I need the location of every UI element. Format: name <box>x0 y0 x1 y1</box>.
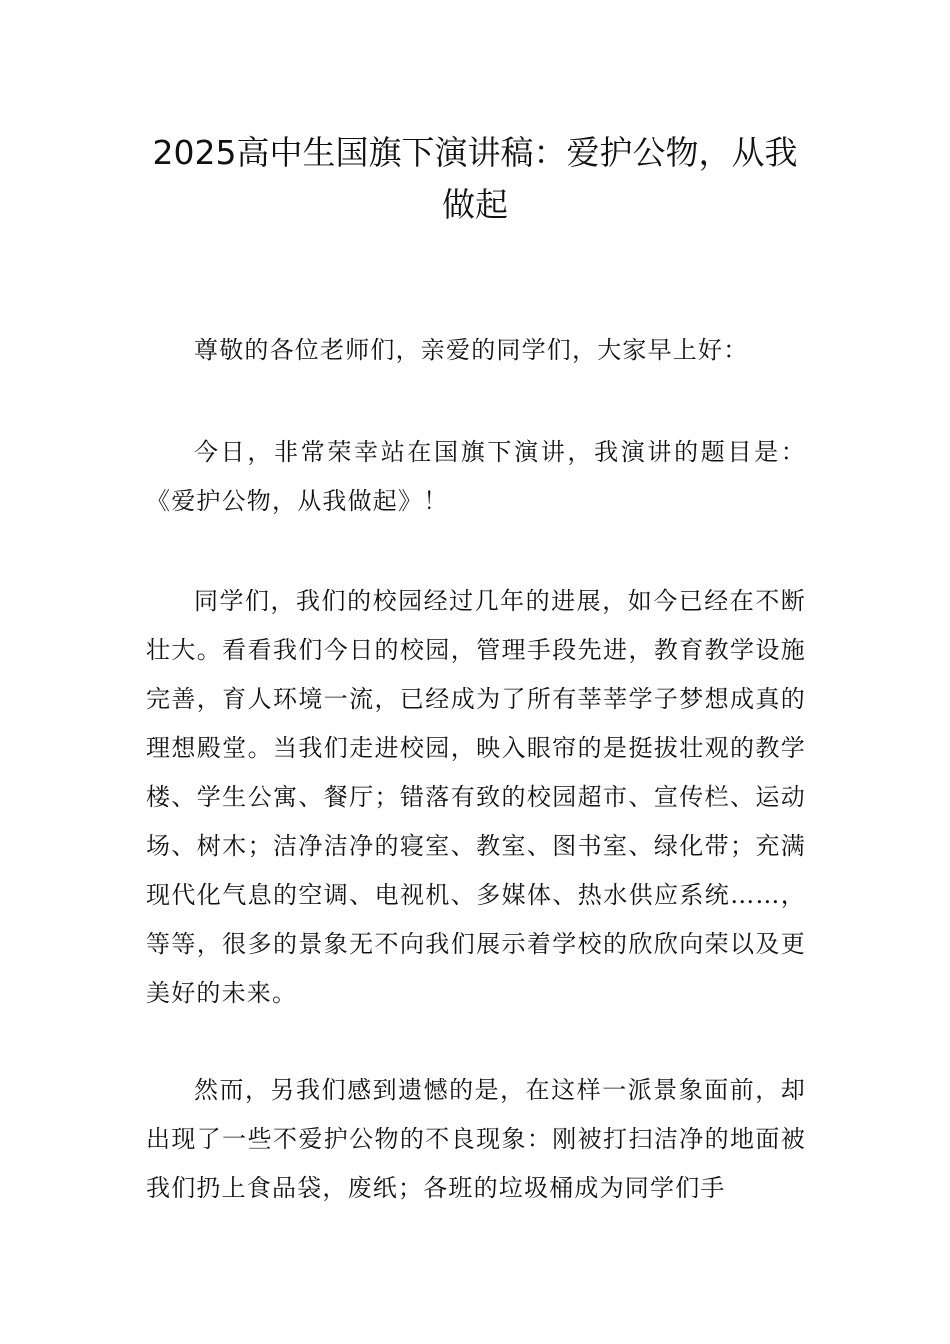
paragraph-campus: 同学们，我们的校园经过几年的进展，如今已经在不断壮大。看看我们今日的校园，管理手段先进，教育教学设施完善，育人环境一流，已经成为了所有莘莘学子梦想成真的理想殿堂。当我们走进校园，映入眼帘的是挺拔壮观的教学楼、学生公寓、餐厅；错落有致的校园超市、宣传栏、运动场、树木；洁净洁净的寝室、教室、图书室、绿化带；充满现代化气息的空调、电视机、多媒体、热水供应系统……，等等，很多的景象无不向我们展示着学校的欣欣向荣以及更美好的未来。 <box>146 587 806 1007</box>
paragraph-problem: 然而，另我们感到遗憾的是，在这样一派景象面前，却出现了一些不爱护公物的不良现象：刚被打扫洁净的地面被我们扔上食品袋，废纸；各班的垃圾桶成为同学们手 <box>146 1076 806 1202</box>
paragraph-intro: 今日，非常荣幸站在国旗下演讲，我演讲的题目是：《爱护公物，从我做起》！ <box>146 438 806 515</box>
document-title: 2025高中生国旗下演讲稿：爱护公物，从我做起 <box>152 133 798 224</box>
paragraph-greeting: 尊敬的各位老师们，亲爱的同学们，大家早上好： <box>194 336 749 364</box>
